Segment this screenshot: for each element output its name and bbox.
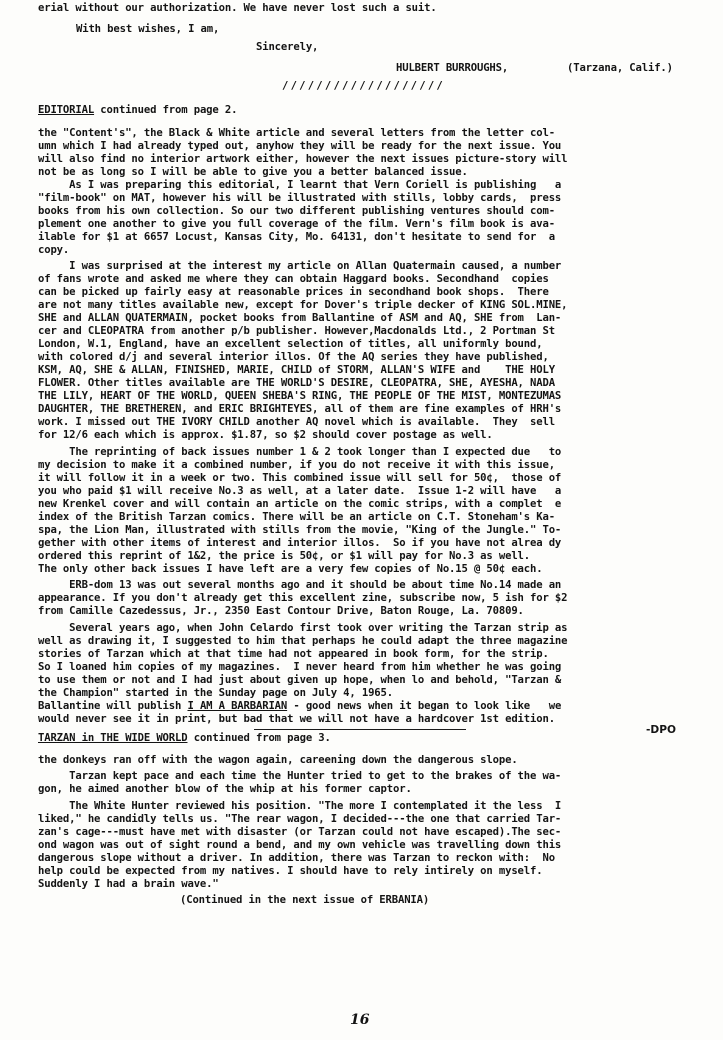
ballantine-prefix: Ballantine will publish — [38, 700, 188, 712]
story-line: zan's cage---must have met with disaster (or Tarzan could not have escaped).The sec- — [38, 826, 562, 838]
editorial-line: will also find no interior artwork either, however the next issues picture-story will — [38, 153, 568, 165]
editorial-initials: -DPO — [646, 724, 676, 736]
editorial-line: FLOWER. Other titles available are THE WORLD'S DESIRE, CLEOPATRA, SHE, AYESHA, NADA — [38, 377, 555, 389]
editorial-line: new Krenkel cover and will contain an article on the comic strips, with a complet e — [38, 498, 562, 510]
ballantine-rest: - good news when it began to look like we — [287, 700, 562, 712]
story-line: gon, he aimed another blow of the whip at his former captor. — [38, 783, 412, 795]
editorial-line: cer and CLEOPATRA from another p/b publisher. However,Macdonalds Ltd., 2 Portman St — [38, 325, 555, 337]
editorial-line: gether with other items of interest and interior illos. So if you have not alrea dy — [38, 537, 562, 549]
ballantine-title: I AM A BARBARIAN — [187, 700, 288, 712]
editorial-line: books from his own collection. So our two different publishing ventures should com- — [38, 205, 555, 217]
letter-line-1: erial without our authorization. We have never lost such a suit. — [38, 2, 437, 14]
letter-closing: Sincerely, — [256, 41, 319, 53]
story-line: dangerous slope without a driver. In addition, there was Tarzan to reckon with: No — [38, 852, 555, 864]
editorial-line: ordered this reprint of 1&2, the price is 50¢, or $1 will pay for No.3 as well. — [38, 550, 531, 562]
story-line: The White Hunter reviewed his position. "The more I contemplated it the less I — [38, 800, 562, 812]
divider-line — [254, 729, 466, 730]
page-number: 16 — [350, 1012, 370, 1028]
editorial-line: stories of Tarzan which at that time had not appeared in book form, for the strip. — [38, 648, 549, 660]
editorial-line: DAUGHTER, THE BRETHEREN, and ERIC BRIGHTEYES, all of them are fine examples of HRH's — [38, 403, 562, 415]
letter-location: (Tarzana, Calif.) — [567, 62, 673, 74]
editorial-heading-label: EDITORIAL — [38, 104, 95, 116]
editorial-last-line: would never see it in print, but bad that we will not have a hardcover 1st edition. — [38, 713, 555, 725]
editorial-line: As I was preparing this editorial, I learnt that Vern Coriell is publishing a — [38, 179, 562, 191]
editorial-line: the Champion" started in the Sunday page on July 4, 1965. — [38, 687, 393, 699]
editorial-line: from Camille Cazedessus, Jr., 2350 East Contour Drive, Baton Rouge, La. 70809. — [38, 605, 524, 617]
editorial-line: for 12/6 each which is approx. $1.87, so $2 should cover postage as well. — [38, 429, 493, 441]
editorial-line: Several years ago, when John Celardo first took over writing the Tarzan strip as — [38, 622, 568, 634]
editorial-line: SHE and ALLAN QUATERMAIN, pocket books from Ballantine of ASM and AQ, SHE from Lan- — [38, 312, 562, 324]
editorial-line: copy. — [38, 244, 70, 256]
editorial-line: spa, the Lion Man, illustrated with stills from the movie, "King of the Jungle." To- — [38, 524, 562, 536]
editorial-line: the "Content's", the Black & White article and several letters from the letter col- — [38, 127, 555, 139]
editorial-line: not be as long so I will be able to give you a better balanced issue. — [38, 166, 468, 178]
editorial-line: appearance. If you don't already get this excellent zine, subscribe now, 5 ish for $2 — [38, 592, 568, 604]
editorial-line: you who paid $1 will receive No.3 as well, at a later date. Issue 1-2 will have a — [38, 485, 562, 497]
editorial-line: KSM, AQ, SHE & ALLAN, FINISHED, MARIE, CHILD of STORM, ALLAN'S WIFE and THE HOLY — [38, 364, 555, 376]
separator-slashes: /////////////////// — [282, 80, 445, 92]
editorial-line: ilable for $1 at 6657 Locust, Kansas City, Mo. 64131, don't hesitate to send for a — [38, 231, 555, 243]
story-line: Tarzan kept pace and each time the Hunter tried to get to the brakes of the wa- — [38, 770, 562, 782]
editorial-line: well as drawing it, I suggested to him that perhaps he could adapt the three magazine — [38, 635, 568, 647]
editorial-line: The only other back issues I have left are a very few copies of No.15 @ 50¢ each. — [38, 563, 543, 575]
ballantine-line — [38, 700, 723, 713]
editorial-line: work. I missed out THE IVORY CHILD another AQ novel which is available. They sell — [38, 416, 555, 428]
editorial-line: with colored d/j and several interior illos. Of the AQ series they have published, — [38, 351, 549, 363]
editorial-line: umn which I had already typed out, anyhow they will be ready for the next issue. You — [38, 140, 562, 152]
editorial-line: my decision to make it a combined number, if you do not receive it with this issue, — [38, 459, 555, 471]
editorial-line: to use them or not and I had just about given up hope, when lo and behold, "Tarzan & — [38, 674, 562, 686]
editorial-line: So I loaned him copies of my magazines. I never heard from him whether he was going — [38, 661, 562, 673]
editorial-line: "film-book" on MAT, however his will be illustrated with stills, lobby cards, press — [38, 192, 562, 204]
letter-signature: HULBERT BURROUGHS, — [396, 62, 509, 74]
story-line: the donkeys ran off with the wagon again, careening down the dangerous slope. — [38, 754, 518, 766]
editorial-line: of fans wrote and asked me where they can obtain Haggard books. Secondhand copies — [38, 273, 549, 285]
story-line: help could be expected from my natives. I should have to rely intirely on myself. — [38, 865, 543, 877]
story-line: Suddenly I had a brain wave." — [38, 878, 219, 890]
story-line: liked," he candidly tells us. "The rear wagon, I decided---the one that carried Tar- — [38, 813, 562, 825]
editorial-line: I was surprised at the interest my article on Allan Quatermain caused, a number — [38, 260, 562, 272]
story-heading-rest: continued from page 3. — [187, 732, 331, 744]
editorial-line: The reprinting of back issues number 1 & 2 took longer than I expected due to — [38, 446, 562, 458]
editorial-line: ERB-dom 13 was out several months ago and it should be about time No.14 made an — [38, 579, 562, 591]
continued-note: (Continued in the next issue of ERBANIA) — [180, 894, 430, 906]
editorial-line: London, W.1, England, have an excellent selection of titles, all uniformly bound, — [38, 338, 543, 350]
story-heading — [38, 732, 418, 745]
editorial-line: are not many titles available new, except for Dover's triple decker of KING SOL.MINE, — [38, 299, 568, 311]
editorial-line: plement one another to give you full coverage of the film. Vern's film book is ava- — [38, 218, 555, 230]
editorial-line: it will follow it in a week or two. This combined issue will sell for 50¢, those of — [38, 472, 562, 484]
editorial-line: index of the British Tarzan comics. There will be an article on C.T. Stoneham's Ka- — [38, 511, 555, 523]
story-heading-label: TARZAN in THE WIDE WORLD — [38, 732, 188, 744]
editorial-line: can be picked up fairly easy at reasonable prices in secondhand book shops. There — [38, 286, 549, 298]
story-line: ond wagon was out of sight round a bend, and my own vehicle was travelling down this — [38, 839, 562, 851]
editorial-line: THE LILY, HEART OF THE WORLD, QUEEN SHEBA'S RING, THE PEOPLE OF THE MIST, MONTEZUMAS — [38, 390, 562, 402]
editorial-heading — [38, 104, 338, 117]
editorial-heading-rest: continued from page 2. — [94, 104, 238, 116]
letter-line-2: With best wishes, I am, — [76, 23, 220, 35]
